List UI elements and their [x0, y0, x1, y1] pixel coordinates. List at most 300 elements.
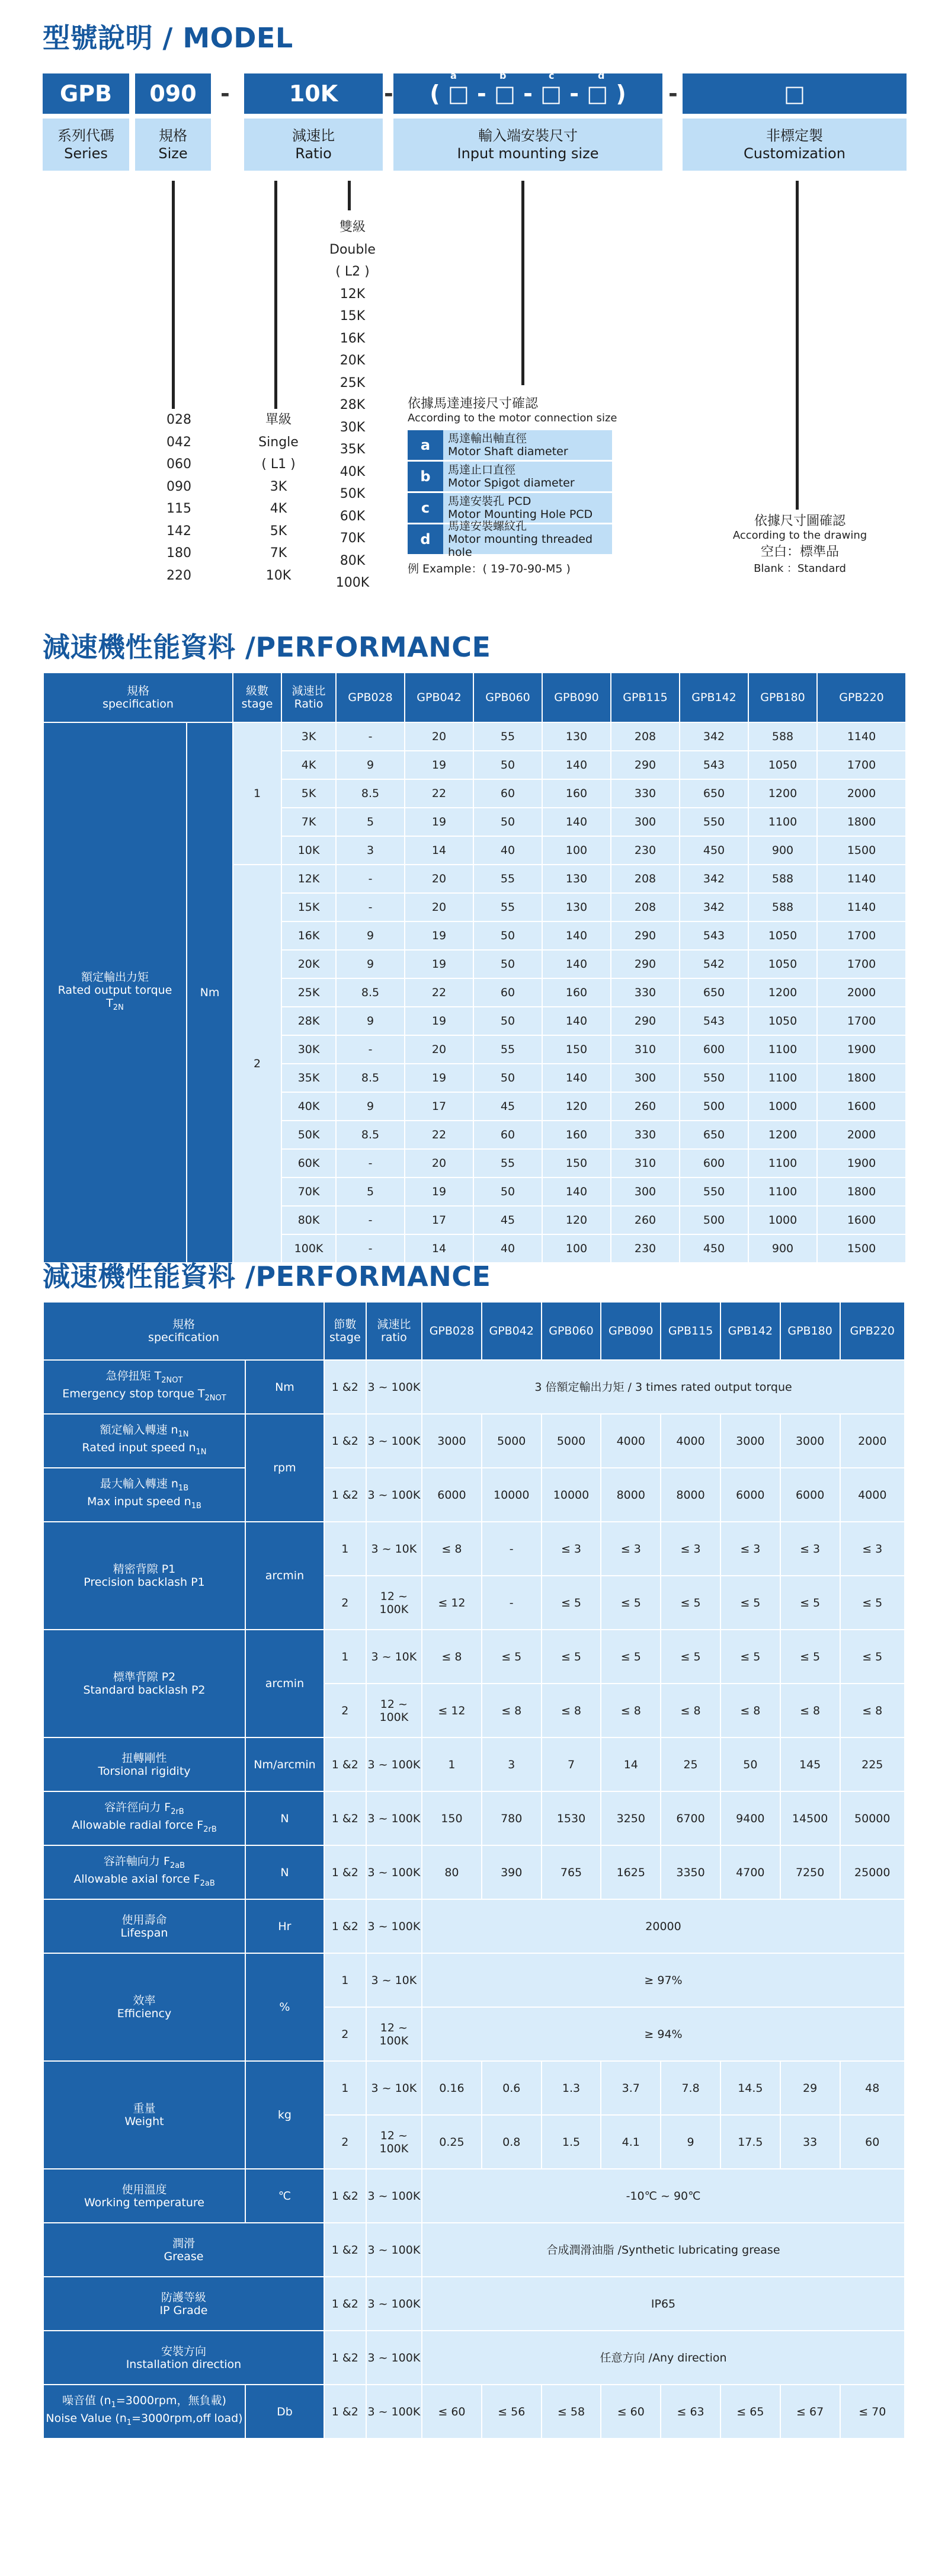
- value-cell: 7: [542, 1737, 601, 1791]
- motor-code-c: c 馬達安裝孔 PCD Motor Mounting Hole PCD: [408, 493, 612, 523]
- emg-label: 急停扭矩 $T_{2NOT}$ Emergency stop torque $T_{2NOT}$: [43, 1360, 245, 1414]
- value-cell: 50: [473, 1064, 542, 1092]
- value-cell: 230: [611, 1234, 680, 1263]
- value-cell: ≤ 8: [601, 1684, 661, 1737]
- ratio-item: 20K: [340, 353, 366, 368]
- size-item: 090: [166, 479, 191, 494]
- value-cell: 22: [405, 1121, 473, 1149]
- dir-label: 安裝方向 Installation direction: [43, 2331, 324, 2385]
- ratio-item: 15K: [340, 309, 366, 324]
- value-cell: 500: [680, 1092, 748, 1121]
- value-cell: -: [336, 1206, 405, 1234]
- size-item: 028: [166, 412, 191, 427]
- perf2-h-ratio: 減速比 ratio: [366, 1302, 422, 1360]
- eff-unit: %: [245, 1953, 324, 2061]
- value-cell: 140: [542, 1064, 611, 1092]
- ratio-cell: 3 ~ 100K: [366, 1360, 422, 1414]
- noise-unit: Db: [245, 2385, 324, 2439]
- perf1-h-model: GPB042: [405, 673, 473, 722]
- min-label: 最大輸入轉速 $n_{1B}$ Max input speed $n_{1B}$: [43, 1468, 245, 1522]
- value-cell: 19: [405, 950, 473, 978]
- rad-unit: N: [245, 1791, 324, 1845]
- value-cell: 60: [473, 1121, 542, 1149]
- dir-value: 任意方向 /Any direction: [422, 2331, 905, 2385]
- value-cell: 900: [748, 1234, 817, 1263]
- value-cell: 3000: [780, 1414, 840, 1468]
- stage-cell: 1: [324, 2061, 366, 2115]
- tor-label: 扭轉剛性 Torsional rigidity: [43, 1737, 245, 1791]
- value-cell: 130: [542, 865, 611, 893]
- tor-unit: Nm/arcmin: [245, 1737, 324, 1791]
- value-cell: 2000: [840, 1414, 905, 1468]
- temp-label: 使用溫度 Working temperature: [43, 2169, 245, 2223]
- value-cell: 55: [473, 1035, 542, 1064]
- ratio-item: 80K: [340, 553, 366, 568]
- value-cell: 208: [611, 893, 680, 921]
- double-connector: [348, 181, 351, 210]
- code-ratio-box: 10K: [244, 73, 383, 114]
- value-cell: 550: [680, 1064, 748, 1092]
- value-cell: ≤ 3: [542, 1522, 601, 1576]
- value-cell: 140: [542, 1177, 611, 1206]
- value-cell: ≤ 70: [840, 2385, 905, 2439]
- ip-label: 防護等級 IP Grade: [43, 2277, 324, 2331]
- value-cell: 1.5: [542, 2115, 601, 2169]
- value-cell: 20: [405, 1035, 473, 1064]
- value-cell: 7250: [780, 1845, 840, 1899]
- value-cell: 330: [611, 978, 680, 1007]
- ratio-item: 30K: [340, 420, 366, 435]
- value-cell: 588: [748, 893, 817, 921]
- value-cell: 6000: [780, 1468, 840, 1522]
- value-cell: ≤ 12: [422, 1684, 482, 1737]
- value-cell: ≤ 60: [601, 2385, 661, 2439]
- value-cell: 600: [680, 1035, 748, 1064]
- value-cell: 9: [661, 2115, 720, 2169]
- value-cell: ≤ 56: [482, 2385, 542, 2439]
- value-cell: 1050: [748, 751, 817, 779]
- value-cell: 40: [473, 836, 542, 865]
- value-cell: 0.6: [482, 2061, 542, 2115]
- value-cell: -: [336, 722, 405, 751]
- value-cell: -: [336, 893, 405, 921]
- custom-connector: [796, 181, 799, 510]
- value-cell: 50: [720, 1737, 780, 1791]
- series-label: 系列代碼 Series: [43, 119, 129, 171]
- value-cell: 1625: [601, 1845, 661, 1899]
- value-cell: 60: [473, 978, 542, 1007]
- value-cell: 900: [748, 836, 817, 865]
- size-item: 220: [166, 568, 191, 583]
- perf2-h-model: GPB180: [780, 1302, 840, 1360]
- value-cell: 50: [473, 751, 542, 779]
- value-cell: 20: [405, 865, 473, 893]
- value-cell: 50: [473, 921, 542, 950]
- value-cell: ≤ 8: [422, 1630, 482, 1684]
- value-cell: 8000: [661, 1468, 720, 1522]
- value-cell: 3000: [422, 1414, 482, 1468]
- life-value: 20000: [422, 1899, 905, 1953]
- value-cell: 225: [840, 1737, 905, 1791]
- ip-value: IP65: [422, 2277, 905, 2331]
- perf2-h-spec: 規格 specification: [43, 1302, 324, 1360]
- mark-b: b: [499, 70, 507, 81]
- value-cell: 300: [611, 1064, 680, 1092]
- p2-label: 標準背隙 P2 Standard backlash P2: [43, 1630, 245, 1737]
- ratio-cell: 30K: [281, 1035, 336, 1064]
- value-cell: 140: [542, 808, 611, 836]
- value-cell: ≤ 12: [422, 1576, 482, 1630]
- value-cell: 5: [336, 1177, 405, 1206]
- value-cell: 1: [422, 1737, 482, 1791]
- ratio-cell: 3 ~ 100K: [366, 1414, 422, 1468]
- rin-label: 額定輸入轉速 $n_{1N}$ Rated input speed $n_{1N}$: [43, 1414, 245, 1468]
- value-cell: 542: [680, 950, 748, 978]
- value-cell: 25000: [840, 1845, 905, 1899]
- value-cell: 19: [405, 1064, 473, 1092]
- value-cell: 10000: [542, 1468, 601, 1522]
- size-item: 042: [166, 434, 191, 450]
- value-cell: 9400: [720, 1791, 780, 1845]
- value-cell: 50: [473, 808, 542, 836]
- value-cell: 14: [405, 1234, 473, 1263]
- ratio-cell: 25K: [281, 978, 336, 1007]
- perf1-h-model: GPB028: [336, 673, 405, 722]
- value-cell: 19: [405, 751, 473, 779]
- stage-cell: 2: [324, 1576, 366, 1630]
- value-cell: 150: [542, 1149, 611, 1177]
- ratio-cell: 12K: [281, 865, 336, 893]
- ax-unit: N: [245, 1845, 324, 1899]
- perf2-h-model: GPB090: [601, 1302, 661, 1360]
- stage-cell: 1: [324, 1953, 366, 2007]
- input-connector: [521, 181, 524, 385]
- value-cell: 3350: [661, 1845, 720, 1899]
- perf2-h-model: GPB060: [542, 1302, 601, 1360]
- value-cell: 1050: [748, 950, 817, 978]
- value-cell: 25: [661, 1737, 720, 1791]
- ratio-cell: 12 ~ 100K: [366, 2007, 422, 2061]
- ratio-item: 70K: [340, 531, 366, 546]
- ratio-cell: 12 ~ 100K: [366, 1684, 422, 1737]
- ratio-cell: 10K: [281, 836, 336, 865]
- value-cell: 1100: [748, 1149, 817, 1177]
- value-cell: ≤ 5: [780, 1576, 840, 1630]
- stage-cell: 1 &2: [324, 2331, 366, 2385]
- custom-label: 非標定製 Customization: [683, 119, 907, 171]
- value-cell: 1600: [817, 1206, 906, 1234]
- value-cell: ≤ 8: [780, 1684, 840, 1737]
- ratio-item: 5K: [270, 523, 287, 539]
- value-cell: 1100: [748, 1177, 817, 1206]
- value-cell: 1700: [817, 751, 906, 779]
- ratio-cell: 70K: [281, 1177, 336, 1206]
- value-cell: 342: [680, 865, 748, 893]
- value-cell: 19: [405, 1007, 473, 1035]
- value-cell: 45: [473, 1206, 542, 1234]
- value-cell: 0.16: [422, 2061, 482, 2115]
- value-cell: 8000: [601, 1468, 661, 1522]
- ratio-cell: 15K: [281, 893, 336, 921]
- value-cell: 50: [473, 950, 542, 978]
- value-cell: 60: [840, 2115, 905, 2169]
- dash-1: -: [220, 81, 230, 107]
- value-cell: 3.7: [601, 2061, 661, 2115]
- ax-label: 容許軸向力 $F_{2aB}$ Allowable axial force $F_{2aB}$: [43, 1845, 245, 1899]
- value-cell: 550: [680, 1177, 748, 1206]
- mark-a: a: [450, 70, 457, 81]
- value-cell: 543: [680, 1007, 748, 1035]
- p2-unit: arcmin: [245, 1630, 324, 1737]
- stage-cell: 1 &2: [324, 1791, 366, 1845]
- value-cell: 9: [336, 1092, 405, 1121]
- value-cell: 1100: [748, 808, 817, 836]
- ratio-cell: 3 ~ 100K: [366, 2331, 422, 2385]
- value-cell: 19: [405, 808, 473, 836]
- value-cell: 20: [405, 1149, 473, 1177]
- value-cell: 310: [611, 1149, 680, 1177]
- value-cell: 450: [680, 836, 748, 865]
- value-cell: 765: [542, 1845, 601, 1899]
- value-cell: 4000: [840, 1468, 905, 1522]
- value-cell: 1100: [748, 1064, 817, 1092]
- value-cell: ≤ 5: [482, 1630, 542, 1684]
- value-cell: 140: [542, 751, 611, 779]
- ratio-cell: 3 ~ 100K: [366, 1845, 422, 1899]
- stage-cell: 2: [324, 1684, 366, 1737]
- value-cell: 300: [611, 1177, 680, 1206]
- value-cell: 6000: [720, 1468, 780, 1522]
- value-cell: 290: [611, 1007, 680, 1035]
- code-size-box: 090: [135, 73, 211, 114]
- value-cell: 160: [542, 978, 611, 1007]
- value-cell: 140: [542, 1007, 611, 1035]
- stage-cell: 1 &2: [324, 1737, 366, 1791]
- value-cell: 650: [680, 978, 748, 1007]
- ratio-item: 25K: [340, 375, 366, 391]
- value-cell: 3250: [601, 1791, 661, 1845]
- stage-cell: 1: [324, 1522, 366, 1576]
- stage-cell: 1 &2: [324, 1899, 366, 1953]
- value-cell: 19: [405, 1177, 473, 1206]
- value-cell: 290: [611, 921, 680, 950]
- value-cell: 9: [336, 950, 405, 978]
- ratio-cell: 3 ~ 100K: [366, 1468, 422, 1522]
- code-custom-box: □: [683, 73, 907, 114]
- size-item: 060: [166, 457, 191, 472]
- ratio-cell: 28K: [281, 1007, 336, 1035]
- input-label: 輸入端安裝尺寸 Input mounting size: [393, 119, 662, 171]
- value-cell: 29: [780, 2061, 840, 2115]
- motor-note: 依據馬達連接尺寸確認 According to the motor connection size: [408, 396, 617, 424]
- life-label: 使用壽命 Lifespan: [43, 1899, 245, 1953]
- stage-cell: 1: [233, 722, 281, 865]
- value-cell: -: [336, 1149, 405, 1177]
- value-cell: 22: [405, 978, 473, 1007]
- value-cell: 4000: [601, 1414, 661, 1468]
- dash-3: -: [668, 81, 678, 107]
- size-item: 115: [166, 501, 191, 516]
- value-cell: 60: [473, 779, 542, 808]
- stage-cell: 1 &2: [324, 2277, 366, 2331]
- value-cell: ≤ 3: [661, 1522, 720, 1576]
- perf1-h-ratio: 減速比 Ratio: [281, 673, 336, 722]
- value-cell: 55: [473, 893, 542, 921]
- perf1-table: [43, 672, 907, 1263]
- value-cell: 4.1: [601, 2115, 661, 2169]
- ratio-cell: 3 ~ 10K: [366, 1630, 422, 1684]
- code-input-box: ( □ - □ - □ - □ ): [393, 73, 662, 114]
- ratio-cell: 12 ~ 100K: [366, 2115, 422, 2169]
- value-cell: 330: [611, 1121, 680, 1149]
- value-cell: ≤ 5: [720, 1576, 780, 1630]
- value-cell: 3: [482, 1737, 542, 1791]
- ratio-cell: 3K: [281, 722, 336, 751]
- value-cell: ≤ 5: [601, 1576, 661, 1630]
- value-cell: ≤ 67: [780, 2385, 840, 2439]
- motor-code-b: b 馬達止口直徑 Motor Spigot diameter: [408, 462, 612, 491]
- value-cell: ≤ 8: [661, 1684, 720, 1737]
- value-cell: 4700: [720, 1845, 780, 1899]
- mark-c: c: [549, 70, 555, 81]
- value-cell: 600: [680, 1149, 748, 1177]
- value-cell: 40: [473, 1234, 542, 1263]
- mark-d: d: [598, 70, 605, 81]
- ratio-cell: 3 ~ 10K: [366, 1953, 422, 2007]
- perf1-h-stage: 級數 stage: [233, 673, 281, 722]
- value-cell: 100: [542, 1234, 611, 1263]
- value-cell: 8.5: [336, 779, 405, 808]
- value-cell: 150: [422, 1791, 482, 1845]
- stage-cell: 1 &2: [324, 1414, 366, 1468]
- value-cell: 1700: [817, 921, 906, 950]
- ratio-item: 10K: [265, 568, 292, 583]
- value-cell: 2000: [817, 779, 906, 808]
- ratio-cell: 3 ~ 100K: [366, 1899, 422, 1953]
- ratio-cell: 5K: [281, 779, 336, 808]
- value-cell: 3: [336, 836, 405, 865]
- value-cell: 650: [680, 779, 748, 808]
- value-cell: 3000: [720, 1414, 780, 1468]
- ratio-item: 16K: [340, 331, 366, 346]
- value-cell: 1800: [817, 1177, 906, 1206]
- value-cell: 290: [611, 751, 680, 779]
- value-cell: 1000: [748, 1092, 817, 1121]
- value-cell: 9: [336, 921, 405, 950]
- value-cell: ≤ 3: [601, 1522, 661, 1576]
- ratio-cell: 3 ~ 100K: [366, 1737, 422, 1791]
- ratio-cell: 16K: [281, 921, 336, 950]
- temp-value: -10℃ ~ 90℃: [422, 2169, 905, 2223]
- value-cell: 100: [542, 836, 611, 865]
- perf2-heading: 減速機性能資料 /PERFORMANCE: [43, 1260, 491, 1292]
- value-cell: 150: [542, 1035, 611, 1064]
- ratio-cell: 4K: [281, 751, 336, 779]
- value-cell: 1700: [817, 950, 906, 978]
- stage-cell: 1: [324, 1630, 366, 1684]
- value-cell: 50: [473, 1177, 542, 1206]
- value-cell: 330: [611, 779, 680, 808]
- perf1-h-model: GPB220: [817, 673, 906, 722]
- value-cell: ≤ 5: [780, 1630, 840, 1684]
- eff-value: ≥ 97%: [422, 1953, 905, 2007]
- value-cell: ≤ 8: [422, 1522, 482, 1576]
- value-cell: ≤ 60: [422, 2385, 482, 2439]
- value-cell: ≤ 5: [661, 1630, 720, 1684]
- value-cell: 33: [780, 2115, 840, 2169]
- rad-label: 容許徑向力 $F_{2rB}$ Allowable radial force $F_{2rB}$: [43, 1791, 245, 1845]
- stage-cell: 2: [324, 2007, 366, 2061]
- eff-value: ≥ 94%: [422, 2007, 905, 2061]
- value-cell: 650: [680, 1121, 748, 1149]
- value-cell: 230: [611, 836, 680, 865]
- value-cell: 310: [611, 1035, 680, 1064]
- ratio-cell: 35K: [281, 1064, 336, 1092]
- value-cell: ≤ 3: [780, 1522, 840, 1576]
- value-cell: 17: [405, 1092, 473, 1121]
- single-list: 單級 Single ( L1 ) 3K 4K 5K 7K 10K: [249, 409, 308, 587]
- value-cell: 1200: [748, 779, 817, 808]
- stage-cell: 1 &2: [324, 2385, 366, 2439]
- ratio-item: 100K: [335, 575, 370, 590]
- stage-cell: 2: [233, 865, 281, 1263]
- value-cell: 50000: [840, 1791, 905, 1845]
- rated-torque-unit: Nm: [187, 722, 233, 1263]
- perf2-table: [43, 1301, 905, 2439]
- life-unit: Hr: [245, 1899, 324, 1953]
- size-connector: [172, 181, 175, 409]
- value-cell: 20: [405, 722, 473, 751]
- ratio-cell: 20K: [281, 950, 336, 978]
- value-cell: 4000: [661, 1414, 720, 1468]
- value-cell: ≤ 5: [542, 1576, 601, 1630]
- motor-code-d: d 馬達安裝螺紋孔 Motor mounting threaded hole: [408, 524, 612, 554]
- value-cell: ≤ 3: [840, 1522, 905, 1576]
- ratio-item: 35K: [340, 442, 366, 457]
- value-cell: 260: [611, 1092, 680, 1121]
- value-cell: 208: [611, 865, 680, 893]
- value-cell: 10000: [482, 1468, 542, 1522]
- value-cell: 0.8: [482, 2115, 542, 2169]
- ratio-cell: 60K: [281, 1149, 336, 1177]
- stage-cell: 1 &2: [324, 2169, 366, 2223]
- value-cell: 208: [611, 722, 680, 751]
- ratio-item: 60K: [340, 508, 366, 524]
- perf2-h-stage: 節數 stage: [324, 1302, 366, 1360]
- value-cell: 130: [542, 722, 611, 751]
- value-cell: 1900: [817, 1149, 906, 1177]
- ratio-cell: 3 ~ 100K: [366, 1791, 422, 1845]
- perf1-h-spec: 規格 specification: [43, 673, 233, 722]
- ratio-item: 28K: [340, 398, 366, 412]
- double-list: 雙級 Double ( L2 ) 12K 15K 16K 20K 25K 28K 30K 35K 40K 50K 60K 70K 80K 100K: [323, 216, 382, 594]
- eff-label: 效率 Efficiency: [43, 1953, 245, 2061]
- perf1-h-model: GPB180: [748, 673, 817, 722]
- value-cell: 9: [336, 1007, 405, 1035]
- value-cell: -: [482, 1576, 542, 1630]
- value-cell: 120: [542, 1092, 611, 1121]
- value-cell: 543: [680, 921, 748, 950]
- value-cell: 390: [482, 1845, 542, 1899]
- value-cell: 20: [405, 893, 473, 921]
- dash-2: -: [384, 81, 393, 107]
- stage-cell: 1 &2: [324, 1845, 366, 1899]
- value-cell: 1050: [748, 1007, 817, 1035]
- code-series-box: GPB: [43, 73, 129, 114]
- wt-unit: kg: [245, 2061, 324, 2169]
- ratio-cell: 3 ~ 100K: [366, 2277, 422, 2331]
- value-cell: ≤ 65: [720, 2385, 780, 2439]
